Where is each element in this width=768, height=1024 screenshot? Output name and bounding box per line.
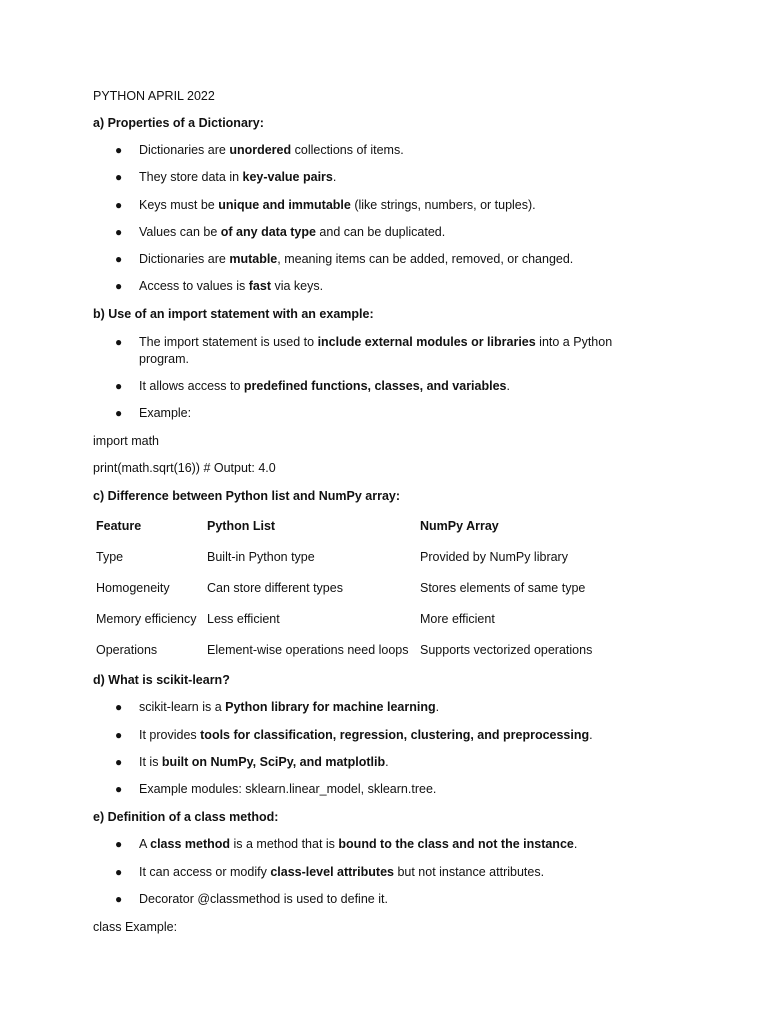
table-cell: Supports vectorized operations [420,643,593,657]
bullet-icon: ● [115,406,123,420]
table-cell: Memory efficiency [96,612,197,626]
bullet-icon: ● [115,143,123,157]
table-cell: Provided by NumPy library [420,550,568,564]
code-line: print(math.sqrt(16)) # Output: 4.0 [93,461,276,475]
table-cell: Stores elements of same type [420,581,586,595]
bullet-icon: ● [115,700,123,714]
document-page: PYTHON APRIL 2022 a) Properties of a Dictionary: ● Dictionaries are unordered collections of items. ● They store data in key-value pairs. ● Keys must be unique and immutable (like strings, numbers, or tuples). ● Values can be of any data type and can be duplicated. ● Dictionaries are mutable, meaning items can be added, removed, or changed. ● Access to values is fast via keys. b) Use of an import statement with an example: ● The import statement is used to include external modules or libraries into a Python program. ● It allows access to predefined functions, classes, and variables. ● Example: import math print(math.sqrt(16)) # Output: 4.0 c) Difference between Python list and NumPy array: Feature Python List NumPy Array Type Built-in Python type Provided by NumPy library Homogeneity Can store different types Stores elements of same type Memory efficiency Less efficient More efficient Operations Element-wise operations need loops Supports vectorized operations d) What is scikit-learn? ● scikit-learn is a Python library for machine learning. ● It provides tools for classification, regression, clustering, and preprocessing. ● It is built on NumPy, SciPy, and matplotlib. ● Example modules: sklearn.linear_model, sklearn.tree. e) Definition of a class method: ● A class method is a method that is bound to the class and not the instance. ● It can access or modify class-level attributes but not instance attributes. ● Decorator @classmethod is used to define it. class Example: [93,89,613,934]
table-cell: Type [96,550,124,564]
code-line: import math [93,434,159,448]
bullet-icon: ● [115,892,123,906]
bullet-icon: ● [115,755,123,769]
table-cell: Built-in Python type [207,550,315,564]
bullet-icon: ● [115,379,123,393]
document-title: PYTHON APRIL 2022 [93,89,215,103]
section-b-heading: b) Use of an import statement with an example: [93,307,374,321]
bullet-icon: ● [115,782,123,796]
bullet-icon: ● [115,225,123,239]
bullet-icon: ● [115,170,123,184]
bullet-icon: ● [115,279,123,293]
bullet-icon: ● [115,252,123,266]
table-cell: More efficient [420,612,495,626]
table-header: NumPy Array [420,519,499,533]
section-a-heading: a) Properties of a Dictionary: [93,116,264,130]
bullet-icon: ● [115,198,123,212]
bullet-icon: ● [115,865,123,879]
bullet-icon: ● [115,335,123,349]
section-d-heading: d) What is scikit-learn? [93,673,230,687]
table-cell: Operations [96,643,158,657]
bullet-icon: ● [115,837,123,851]
table-cell: Homogeneity [96,581,170,595]
table-cell: Element-wise operations need loops [207,643,409,657]
table-cell: Less efficient [207,612,280,626]
code-line: class Example: [93,920,178,934]
table-cell: Can store different types [207,581,343,595]
table-header: Feature [96,519,142,533]
table-header: Python List [207,519,276,533]
bullet-icon: ● [115,728,123,742]
section-e-heading: e) Definition of a class method: [93,810,279,824]
section-c-heading: c) Difference between Python list and NumPy array: [93,489,401,503]
